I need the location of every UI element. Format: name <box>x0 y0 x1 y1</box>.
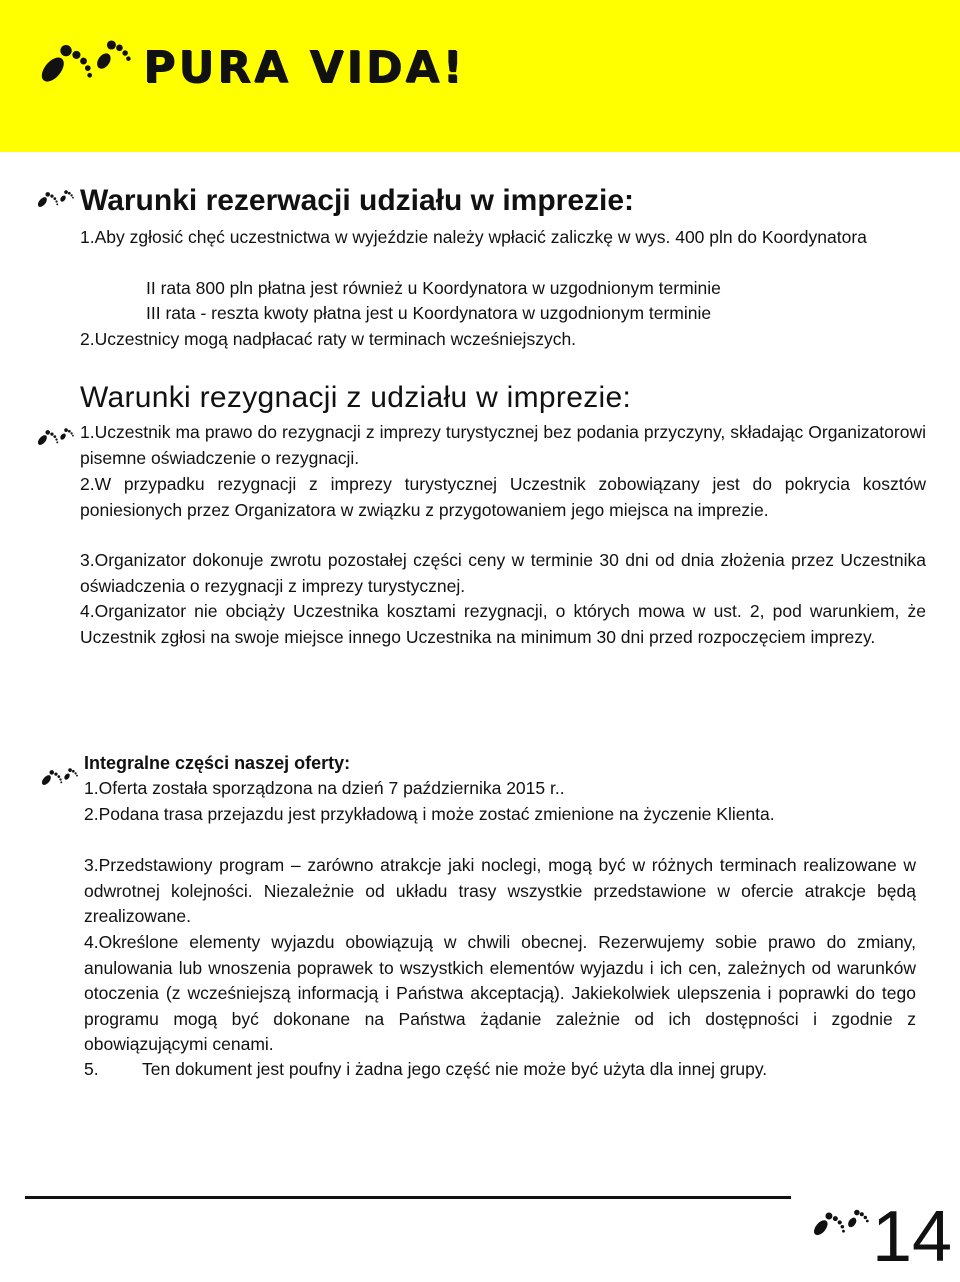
offer-item-3: 3.Przedstawiony program – zarówno atrakcje jaki noclegi, mogą być w różnych terminach realizowane w odwrotnej kolejności. Niezależnie od układu trasy wszystkie przedstawione w ofercie atrakcje będą zrealizowane. <box>84 855 916 926</box>
footprints-icon <box>32 26 136 98</box>
offer-item-1: 1.Oferta została sporządzona na dzień 7 października 2015 r.. <box>84 778 565 798</box>
footprints-icon <box>38 762 80 792</box>
footer-rule <box>25 1196 791 1199</box>
offer-item-5 <box>84 1057 944 1083</box>
footprints-icon <box>808 1200 872 1246</box>
cancellation-item-2: 2.W przypadku rezygnacji z imprezy turystycznej Uczestnik zobowiązany jest do pokrycia kosztów poniesionych przez Organizatora w związku z przygotowaniem jego miejsca na imprezie. <box>80 474 926 520</box>
footprints-icon <box>34 184 76 214</box>
booking-title: Warunki rezerwacji udziału w imprezie: <box>80 184 635 217</box>
cancellation-item-4: 4.Organizator nie obciąży Uczestnika kosztami rezygnacji, o których mowa w ust. 2, pod warunkiem, że Uczestnik zgłosi na swoje miejsce innego Uczestnika na minimum 30 dni przed rozpoczęciem imprezy. <box>80 601 926 647</box>
offer-title: Integralne części naszej oferty: <box>84 753 351 773</box>
booking-line-1: 1.Aby zgłosić chęć uczestnictwa w wyjeździe należy wpłacić zaliczkę w wys. 400 pln do Koordynatora <box>80 227 867 247</box>
brand-title: PURA VIDA! <box>143 42 466 93</box>
cancellation-item-1: 1.Uczestnik ma prawo do rezygnacji z imprezy turystycznej bez podania przyczyny, składając Organizatorowi pisemne oświadczenie o rezygnacji. <box>80 422 926 468</box>
offer-item-5-number: 5. <box>84 1059 99 1079</box>
header-banner <box>0 0 960 152</box>
booking-line-4: 2.Uczestnicy mogą nadpłacać raty w terminach wcześniejszych. <box>80 329 577 349</box>
cancellation-item-3: 3.Organizator dokonuje zwrotu pozostałej części ceny w terminie 30 dni od dnia złożenia przez Uczestnika oświadczenia o rezygnacji z imprezy turystycznej. <box>80 550 926 596</box>
footprints-icon <box>34 422 76 452</box>
cancellation-title: Warunki rezygnacji z udziału w imprezie: <box>80 381 632 414</box>
booking-line-3: III rata - reszta kwoty płatna jest u Koordynatora w uzgodnionym terminie <box>146 303 712 323</box>
offer-item-5-text: Ten dokument jest poufny i żadna jego część nie może być użyta dla innej grupy. <box>142 1059 768 1079</box>
page-number: 14 <box>872 1197 953 1277</box>
offer-item-4: 4.Określone elementy wyjazdu obowiązują w chwili obecnej. Rezerwujemy sobie prawo do zmiany, anulowania lub wnoszenia poprawek to wszystkich elementów wyjazdu i ich cen, zależnych od warunków otoczenia (z wcześniejszą informacją i Państwa akceptacją). Jakiekolwiek ulepszenia i poprawki do tego programu mogą być dokonane na Państwa żądanie zależnie od ich dostępności i zgodnie z obowiązującymi cenami. <box>84 932 916 1054</box>
booking-line-2: II rata 800 pln płatna jest również u Koordynatora w uzgodnionym terminie <box>146 278 721 298</box>
offer-item-2: 2.Podana trasa przejazdu jest przykładową i może zostać zmienione na życzenie Klienta. <box>84 804 775 824</box>
